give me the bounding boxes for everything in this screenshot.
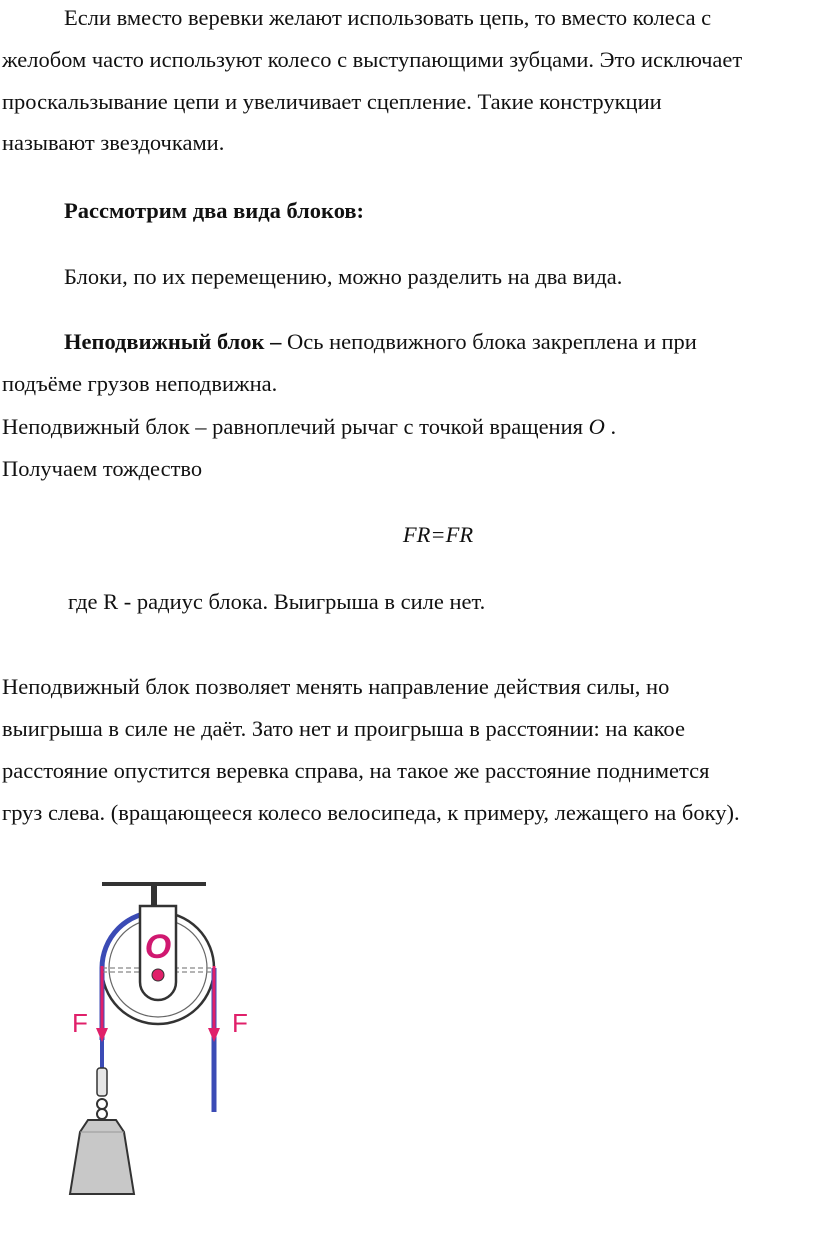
mount-rod xyxy=(151,886,157,906)
definition-line-3-end: . xyxy=(604,414,617,439)
paragraph-3-line-1: Неподвижный блок позволяет менять направление действия силы, но xyxy=(2,674,670,699)
section-heading: Рассмотрим два вида блоков: xyxy=(64,198,365,223)
ceiling-bar xyxy=(102,882,206,886)
paragraph-1-line-2: желобом часто используют колесо с выступающими зубцами. Это исключает xyxy=(2,47,743,72)
radius-note: где R - радиус блока. Выигрыша в силе нет. xyxy=(68,589,486,614)
force-label-right: F xyxy=(232,1008,248,1038)
axis-pin xyxy=(152,969,164,981)
rotation-point-label: O xyxy=(588,414,605,439)
paragraph-1-line-1: Если вместо веревки желают использовать цепь, то вместо колеса с xyxy=(64,5,712,30)
paragraph-3-line-2: выигрыша в силе не даёт. Зато нет и проигрыша в расстоянии: на какое xyxy=(2,716,685,741)
definition-line-2: подъёме грузов неподвижна. xyxy=(2,371,278,396)
hook-ring-top xyxy=(97,1099,107,1109)
paragraph-1-line-4: называют звездочками. xyxy=(2,130,225,155)
chain-link xyxy=(97,1068,107,1096)
definition-line-1 xyxy=(64,327,697,357)
definition-line-1-rest: Ось неподвижного блока закреплена и при xyxy=(281,329,697,354)
formula: FR=FR xyxy=(402,522,474,547)
definition-line-3 xyxy=(2,412,616,442)
force-arrowhead-right xyxy=(208,1028,220,1042)
paragraph-2: Блоки, по их перемещению, можно разделить на два вида. xyxy=(64,264,623,289)
definition-line-3-start: Неподвижный блок – равноплечий рычаг с точкой вращения xyxy=(2,414,589,439)
weight xyxy=(70,1120,134,1194)
fixed-pulley-figure xyxy=(60,870,270,1210)
definition-line-4: Получаем тождество xyxy=(2,456,203,481)
force-arrowhead-left xyxy=(96,1028,108,1042)
paragraph-1-line-3: проскальзывание цепи и увеличивает сцепление. Такие конструкции xyxy=(2,89,662,114)
force-label-left: F xyxy=(72,1008,88,1038)
hook-ring-bottom xyxy=(97,1109,107,1119)
definition-term: Неподвижный блок – xyxy=(64,329,282,354)
paragraph-3-line-3: расстояние опустится веревка справа, на такое же расстояние поднимется xyxy=(2,758,710,783)
paragraph-3-line-4: груз слева. (вращающееся колесо велосипеда, к примеру, лежащего на боку). xyxy=(2,800,740,825)
axis-label: O xyxy=(144,928,172,966)
